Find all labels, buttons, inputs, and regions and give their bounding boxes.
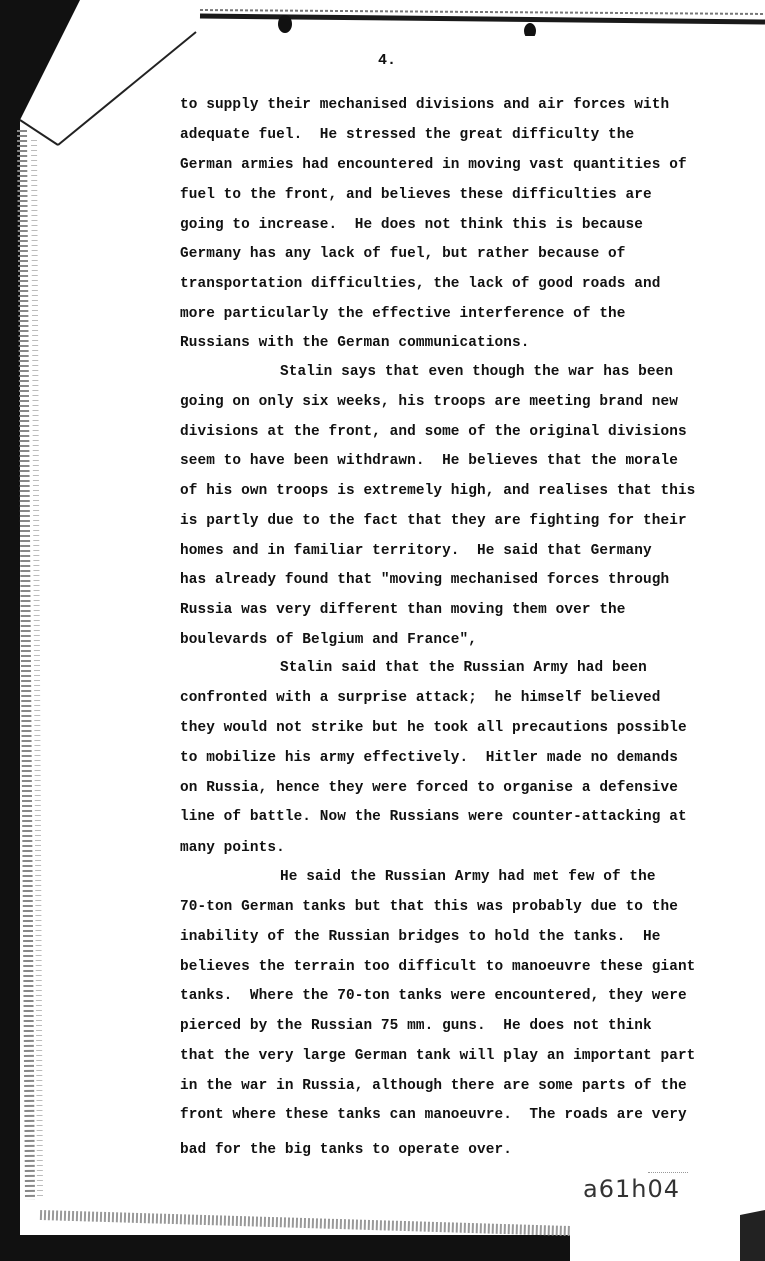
text-line: front where these tanks can manoeuvre. The roads are very — [180, 1107, 687, 1123]
text-line: in the war in Russia, although there are some parts of the — [180, 1078, 687, 1094]
text-line: to mobilize his army effectively. Hitler made no demands — [180, 750, 678, 766]
text-line: transportation difficulties, the lack of good roads and — [180, 276, 661, 292]
text-line: homes and in familiar territory. He said that Germany — [180, 543, 652, 559]
page-number: 4. — [378, 52, 397, 69]
text-line: boulevards of Belgium and France", — [180, 632, 478, 648]
text-line: Stalin said that the Russian Army had been — [280, 660, 647, 676]
text-line: going to increase. He does not think this is because — [180, 217, 643, 233]
text-line: Stalin says that even though the war has been — [280, 364, 674, 380]
text-line: that the very large German tank will play an important part — [180, 1048, 696, 1064]
text-line: Germany has any lack of fuel, but rather because of — [180, 246, 626, 262]
text-line: Russians with the German communications. — [180, 335, 530, 351]
text-line: on Russia, hence they were forced to organise a defensive — [180, 780, 678, 796]
dotted-mark — [648, 1172, 688, 1173]
text-line: tanks. Where the 70-ton tanks were encountered, they were — [180, 988, 687, 1004]
text-line: divisions at the front, and some of the original divisions — [180, 424, 687, 440]
text-line: He said the Russian Army had met few of the — [280, 869, 656, 885]
text-line: pierced by the Russian 75 mm. guns. He does not think — [180, 1018, 652, 1034]
text-line: 70-ton German tanks but that this was probably due to the — [180, 899, 678, 915]
text-line: seem to have been withdrawn. He believes that the morale — [180, 453, 678, 469]
text-line: bad for the big tanks to operate over. — [180, 1142, 512, 1158]
folded-corner-line — [0, 0, 200, 160]
text-line: going on only six weeks, his troops are meeting brand new — [180, 394, 678, 410]
text-line: fuel to the front, and believes these difficulties are — [180, 187, 652, 203]
text-line: of his own troops is extremely high, and realises that this — [180, 483, 696, 499]
text-line: is partly due to the fact that they are fighting for their — [180, 513, 687, 529]
text-line: believes the terrain too difficult to manoeuvre these giant — [180, 959, 696, 975]
scan-left-edge — [0, 0, 80, 1261]
text-line: Russia was very different than moving them over the — [180, 602, 626, 618]
text-line: adequate fuel. He stressed the great difficulty the — [180, 127, 635, 143]
text-line: they would not strike but he took all precautions possible — [180, 720, 687, 736]
text-line: German armies had encountered in moving vast quantities of — [180, 157, 687, 173]
text-line: to supply their mechanised divisions and air forces with — [180, 97, 670, 113]
text-line: confronted with a surprise attack; he himself believed — [180, 690, 661, 706]
text-line: more particularly the effective interference of the — [180, 306, 626, 322]
handwritten-archive-id: a61h04 — [583, 1175, 680, 1203]
scan-bottom-edge — [0, 1195, 765, 1261]
text-line: many points. — [180, 840, 285, 856]
text-line: has already found that "moving mechanised forces through — [180, 572, 670, 588]
text-line: inability of the Russian bridges to hold the tanks. He — [180, 929, 661, 945]
text-line: line of battle. Now the Russians were counter-attacking at — [180, 809, 687, 825]
